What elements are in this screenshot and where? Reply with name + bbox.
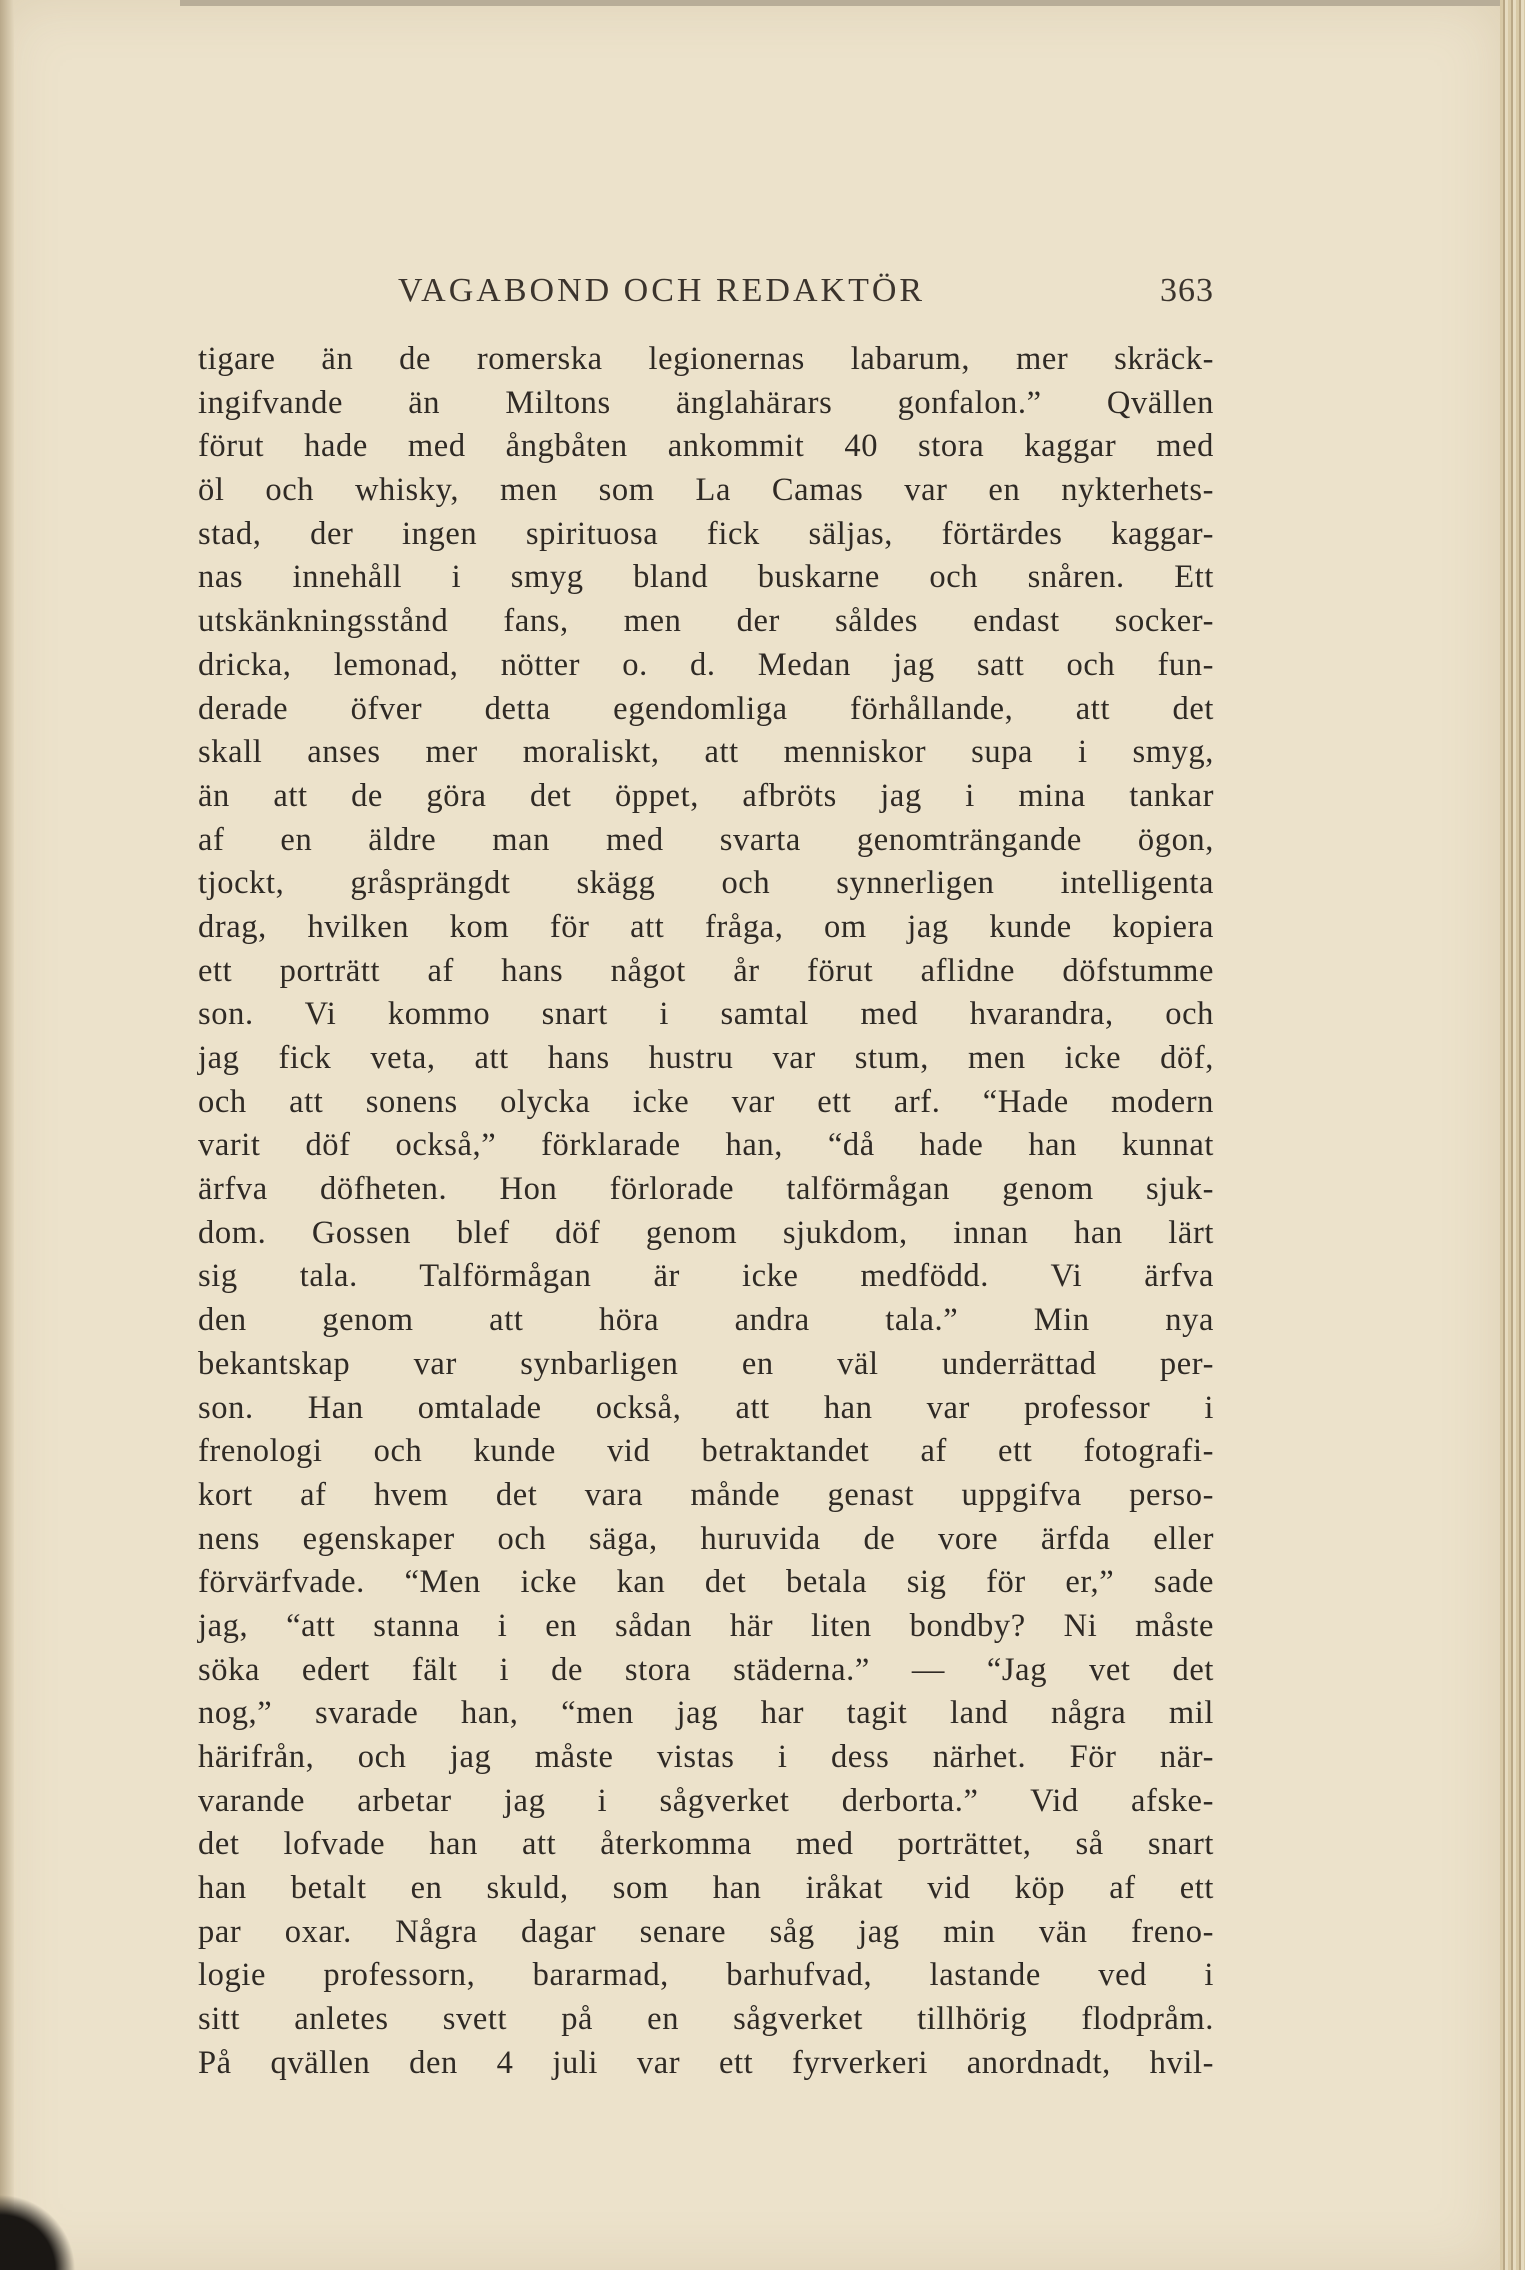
text-line: tigare än de romerska legionernas labarum, mer skräck- [198,341,1214,377]
text-line: öl och whisky, men som La Camas var en nykterhets- [198,472,1214,509]
text-line: nens egenskaper och säga, huruvida de vore ärfda eller [198,1520,1214,1557]
text-line: utskänkningsstånd fans, men der såldes endast socker- [198,603,1214,640]
text-line: På qvällen den 4 juli var ett fyrverkeri anordnadt, hvil- [198,2044,1214,2081]
text-line: logie professorn, bararmad, barhufvad, lastande ved i [198,1957,1214,1994]
text-line: förut hade med ångbåten ankommit 40 stora kaggar med [198,428,1214,465]
text-line: nog,” svarade han, “men jag har tagit land några mil [198,1695,1214,1732]
text-line: tjockt, gråsprängdt skägg och synnerligen intelligenta [198,865,1214,902]
text-line: det lofvade han att återkomma med porträttet, så snart [198,1826,1214,1863]
text-line: ingifvande än Miltons änglahärars gonfalon.” Qvällen [198,384,1214,421]
text-line: sig tala. Talförmågan är icke medfödd. Vi ärfva [198,1258,1214,1295]
text-line: af en äldre man med svarta genomträngande ögon, [198,821,1214,858]
text-line: drag, hvilken kom för att fråga, om jag kunde kopiera [198,908,1214,945]
running-title: VAGABOND OCH REDAKTÖR [398,272,926,309]
page-number: 363 [1160,272,1214,309]
text-line: son. Han omtalade också, att han var professor i [198,1389,1214,1426]
corner-shadow [0,2180,90,2270]
page-edges-stack [1500,0,1525,2270]
text-line: ärfva döfheten. Hon förlorade talförmågan genom sjuk- [198,1171,1214,1208]
text-line: härifrån, och jag måste vistas i dess närhet. För när- [198,1739,1214,1775]
text-line: son. Vi kommo snart i samtal med hvarandra, och [198,996,1214,1033]
text-line: kort af hvem det vara månde genast uppgifva perso- [198,1476,1214,1513]
text-line: frenologi och kunde vid betraktandet af ett fotografi- [198,1433,1214,1470]
text-line: varit döf också,” förklarade han, “då hade han kunnat [198,1127,1214,1164]
top-edge-strip [180,0,1500,6]
text-line: jag fick veta, att hans hustru var stum, men icke döf, [198,1040,1214,1076]
text-line: skall anses mer moraliskt, att menniskor supa i smyg, [198,734,1214,771]
text-line: derade öfver detta egendomliga förhållande, att det [198,690,1214,727]
text-line: par oxar. Några dagar senare såg jag min vän freno- [198,1913,1214,1950]
text-line: jag, “att stanna i en sådan här liten bondby? Ni måste [198,1607,1214,1644]
text-line: dricka, lemonad, nötter o. d. Medan jag satt och fun- [198,646,1214,683]
text-line: söka edert fält i de stora städerna.” — “Jag vet det [198,1651,1214,1688]
text-line: stad, der ingen spirituosa fick säljas, förtärdes kaggar- [198,515,1214,552]
binding-gutter [0,0,14,2270]
text-line: än att de göra det öppet, afbröts jag i mina tankar [198,777,1214,814]
text-line: ett porträtt af hans något år förut aflidne döfstumme [198,952,1214,989]
text-line: han betalt en skuld, som han iråkat vid köp af ett [198,1870,1214,1907]
text-line: den genom att höra andra tala.” Min nya [198,1302,1214,1339]
text-line: sitt anletes svett på en sågverket tillhörig flodpråm. [198,2001,1214,2038]
text-line: bekantskap var synbarligen en väl underrättad per- [198,1345,1214,1382]
text-line: dom. Gossen blef döf genom sjukdom, innan han lärt [198,1214,1214,1251]
text-line: varande arbetar jag i sågverket derborta.” Vid afske- [198,1782,1214,1819]
text-line: nas innehåll i smyg bland buskarne och snåren. Ett [198,559,1214,596]
text-line: och att sonens olycka icke var ett arf. “Hade modern [198,1083,1214,1120]
text-line: förvärfvade. “Men icke kan det betala sig för er,” sade [198,1564,1214,1601]
body-text [198,338,1214,2086]
